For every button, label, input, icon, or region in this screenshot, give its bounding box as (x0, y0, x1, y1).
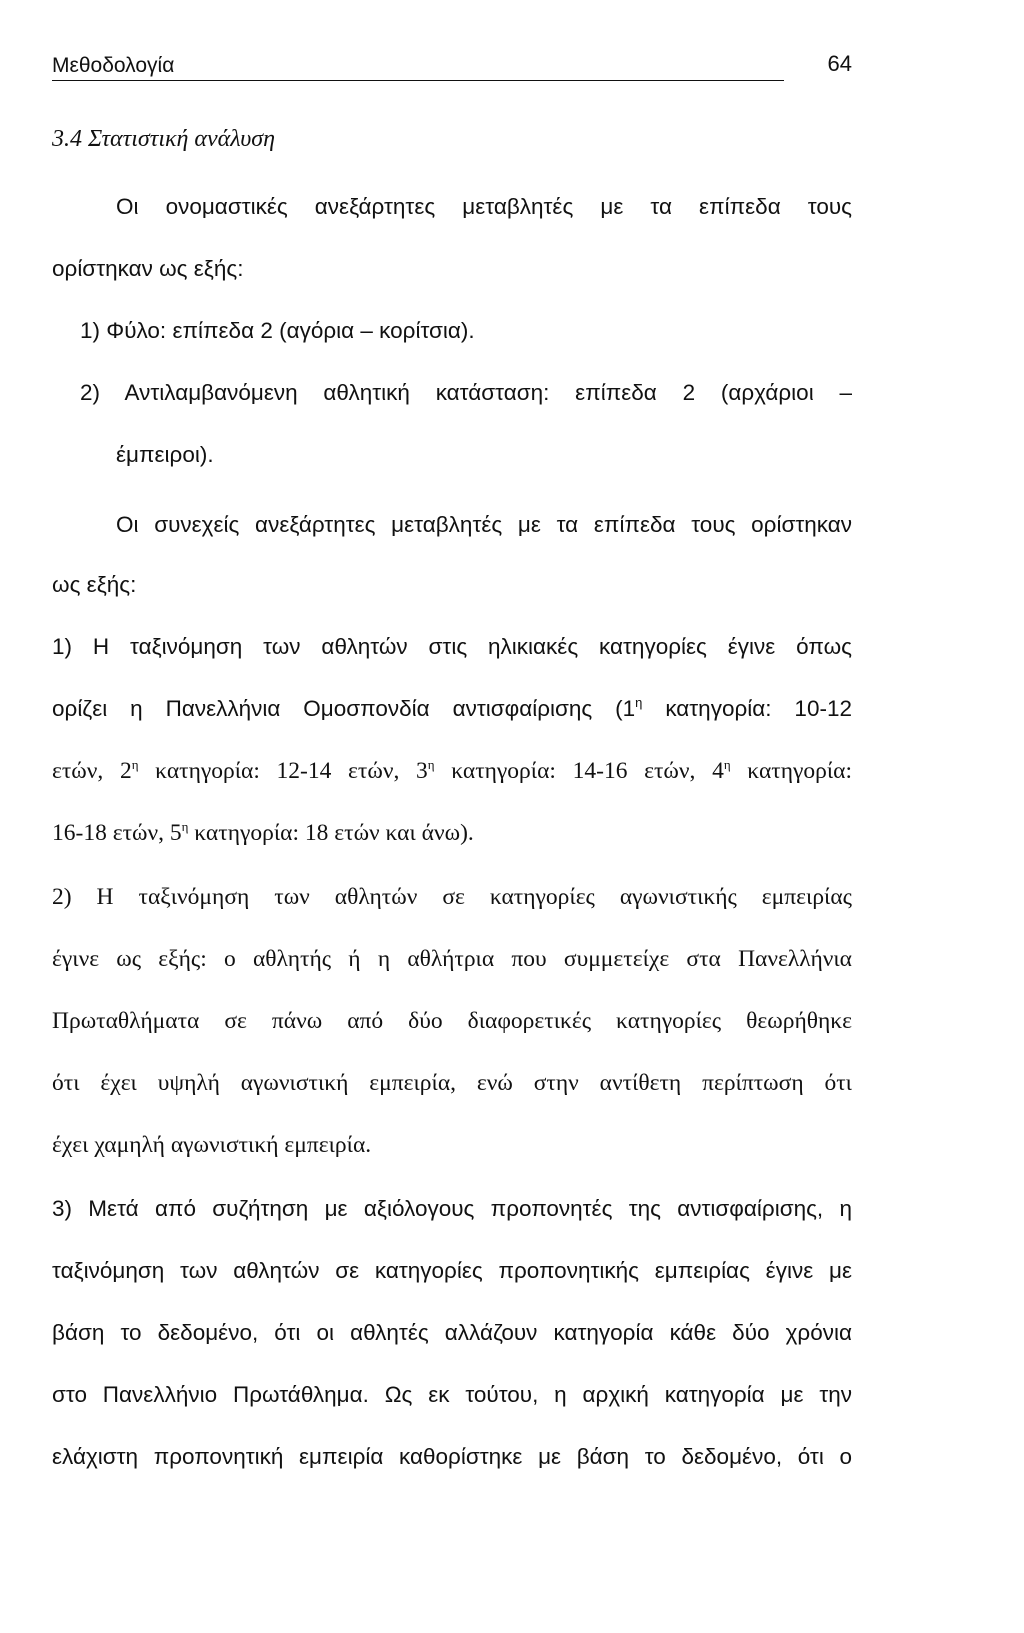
p3-line-1: 3) Μετά από συζήτηση με αξιόλογους προπονητές της αντισφαίρισης, η (52, 1196, 852, 1221)
p2-line-5: έχει χαμηλή αγωνιστική εμπειρία. (52, 1132, 372, 1158)
p1-line-1: 1) Η ταξινόμηση των αθλητών στις ηλικιακές κατηγορίες έγινε όπως (52, 634, 852, 659)
nominal-intro-line-1: Οι ονομαστικές ανεξάρτητες μεταβλητές με τα επίπεδα τους (116, 194, 852, 219)
p3-line-5: ελάχιστη προπονητική εμπειρία καθορίστηκε με βάση το δεδομένο, ότι ο (52, 1444, 852, 1469)
p3-line-3: βάση το δεδομένο, ότι οι αθλητές αλλάζουν κατηγορία κάθε δύο χρόνια (52, 1320, 852, 1345)
nominal-item-1: 1) Φύλο: επίπεδα 2 (αγόρια – κορίτσια). (80, 318, 475, 343)
p2-line-4: ότι έχει υψηλή αγωνιστική εμπειρία, ενώ στην αντίθετη περίπτωση ότι (52, 1070, 852, 1096)
p2-line-2: έγινε ως εξής: ο αθλητής ή η αθλήτρια που συμμετείχε στα Πανελλήνια (52, 946, 852, 972)
ordinal-suffix: η (131, 757, 139, 772)
p1-line-4: 16-18 ετών, $5^\eta$ κατηγορία: 18 ετών και άνω). (52, 819, 474, 846)
ordinal-suffix: η (723, 757, 731, 772)
continuous-intro-line-1: Οι συνεχείς ανεξάρτητες μεταβλητές με τα επίπεδα τους ορίστηκαν (116, 512, 852, 537)
header-rule (52, 80, 784, 81)
ordinal-suffix: η (427, 757, 435, 772)
p2-line-3: Πρωταθλήματα σε πάνω από δύο διαφορετικές κατηγορίες θεωρήθηκε (52, 1008, 852, 1034)
nominal-intro-line-2: ορίστηκαν ως εξής: (52, 256, 244, 281)
p1-line-3: ετών, $2^\eta$ κατηγορία: 12-14 ετών, $3^\eta$ κατηγορία: 14-16 ετών, $4^\eta$ κατηγορία: (52, 757, 853, 784)
ordinal-suffix: η (181, 819, 189, 834)
section-heading: 3.4 Στατιστική ανάλυση (52, 126, 275, 152)
ordinal-suffix: η (635, 695, 643, 710)
nominal-item-2-line-1: 2) Αντιλαμβανόμενη αθλητική κατάσταση: επίπεδα 2 (αρχάριοι – (80, 380, 852, 405)
nominal-item-2-line-2: έμπειροι). (116, 442, 214, 467)
p2-line-1: 2) Η ταξινόμηση των αθλητών σε κατηγορίες αγωνιστικής εμπειρίας (52, 884, 852, 910)
p1-line-2: ορίζει η Πανελλήνια Ομοσπονδία αντισφαίρισης ($1^\eta$ κατηγορία: 10-12 (52, 695, 852, 721)
running-header (52, 48, 852, 88)
header-title: Μεθοδολογία (52, 54, 175, 77)
continuous-intro-line-2: ως εξής: (52, 572, 137, 597)
page-number: 64 (827, 51, 852, 76)
p3-line-4: στο Πανελλήνιο Πρωτάθλημα. Ως εκ τούτου, η αρχική κατηγορία με την (52, 1382, 852, 1407)
p3-line-2: ταξινόμηση των αθλητών σε κατηγορίες προπονητικής εμπειρίας έγινε με (52, 1258, 852, 1283)
